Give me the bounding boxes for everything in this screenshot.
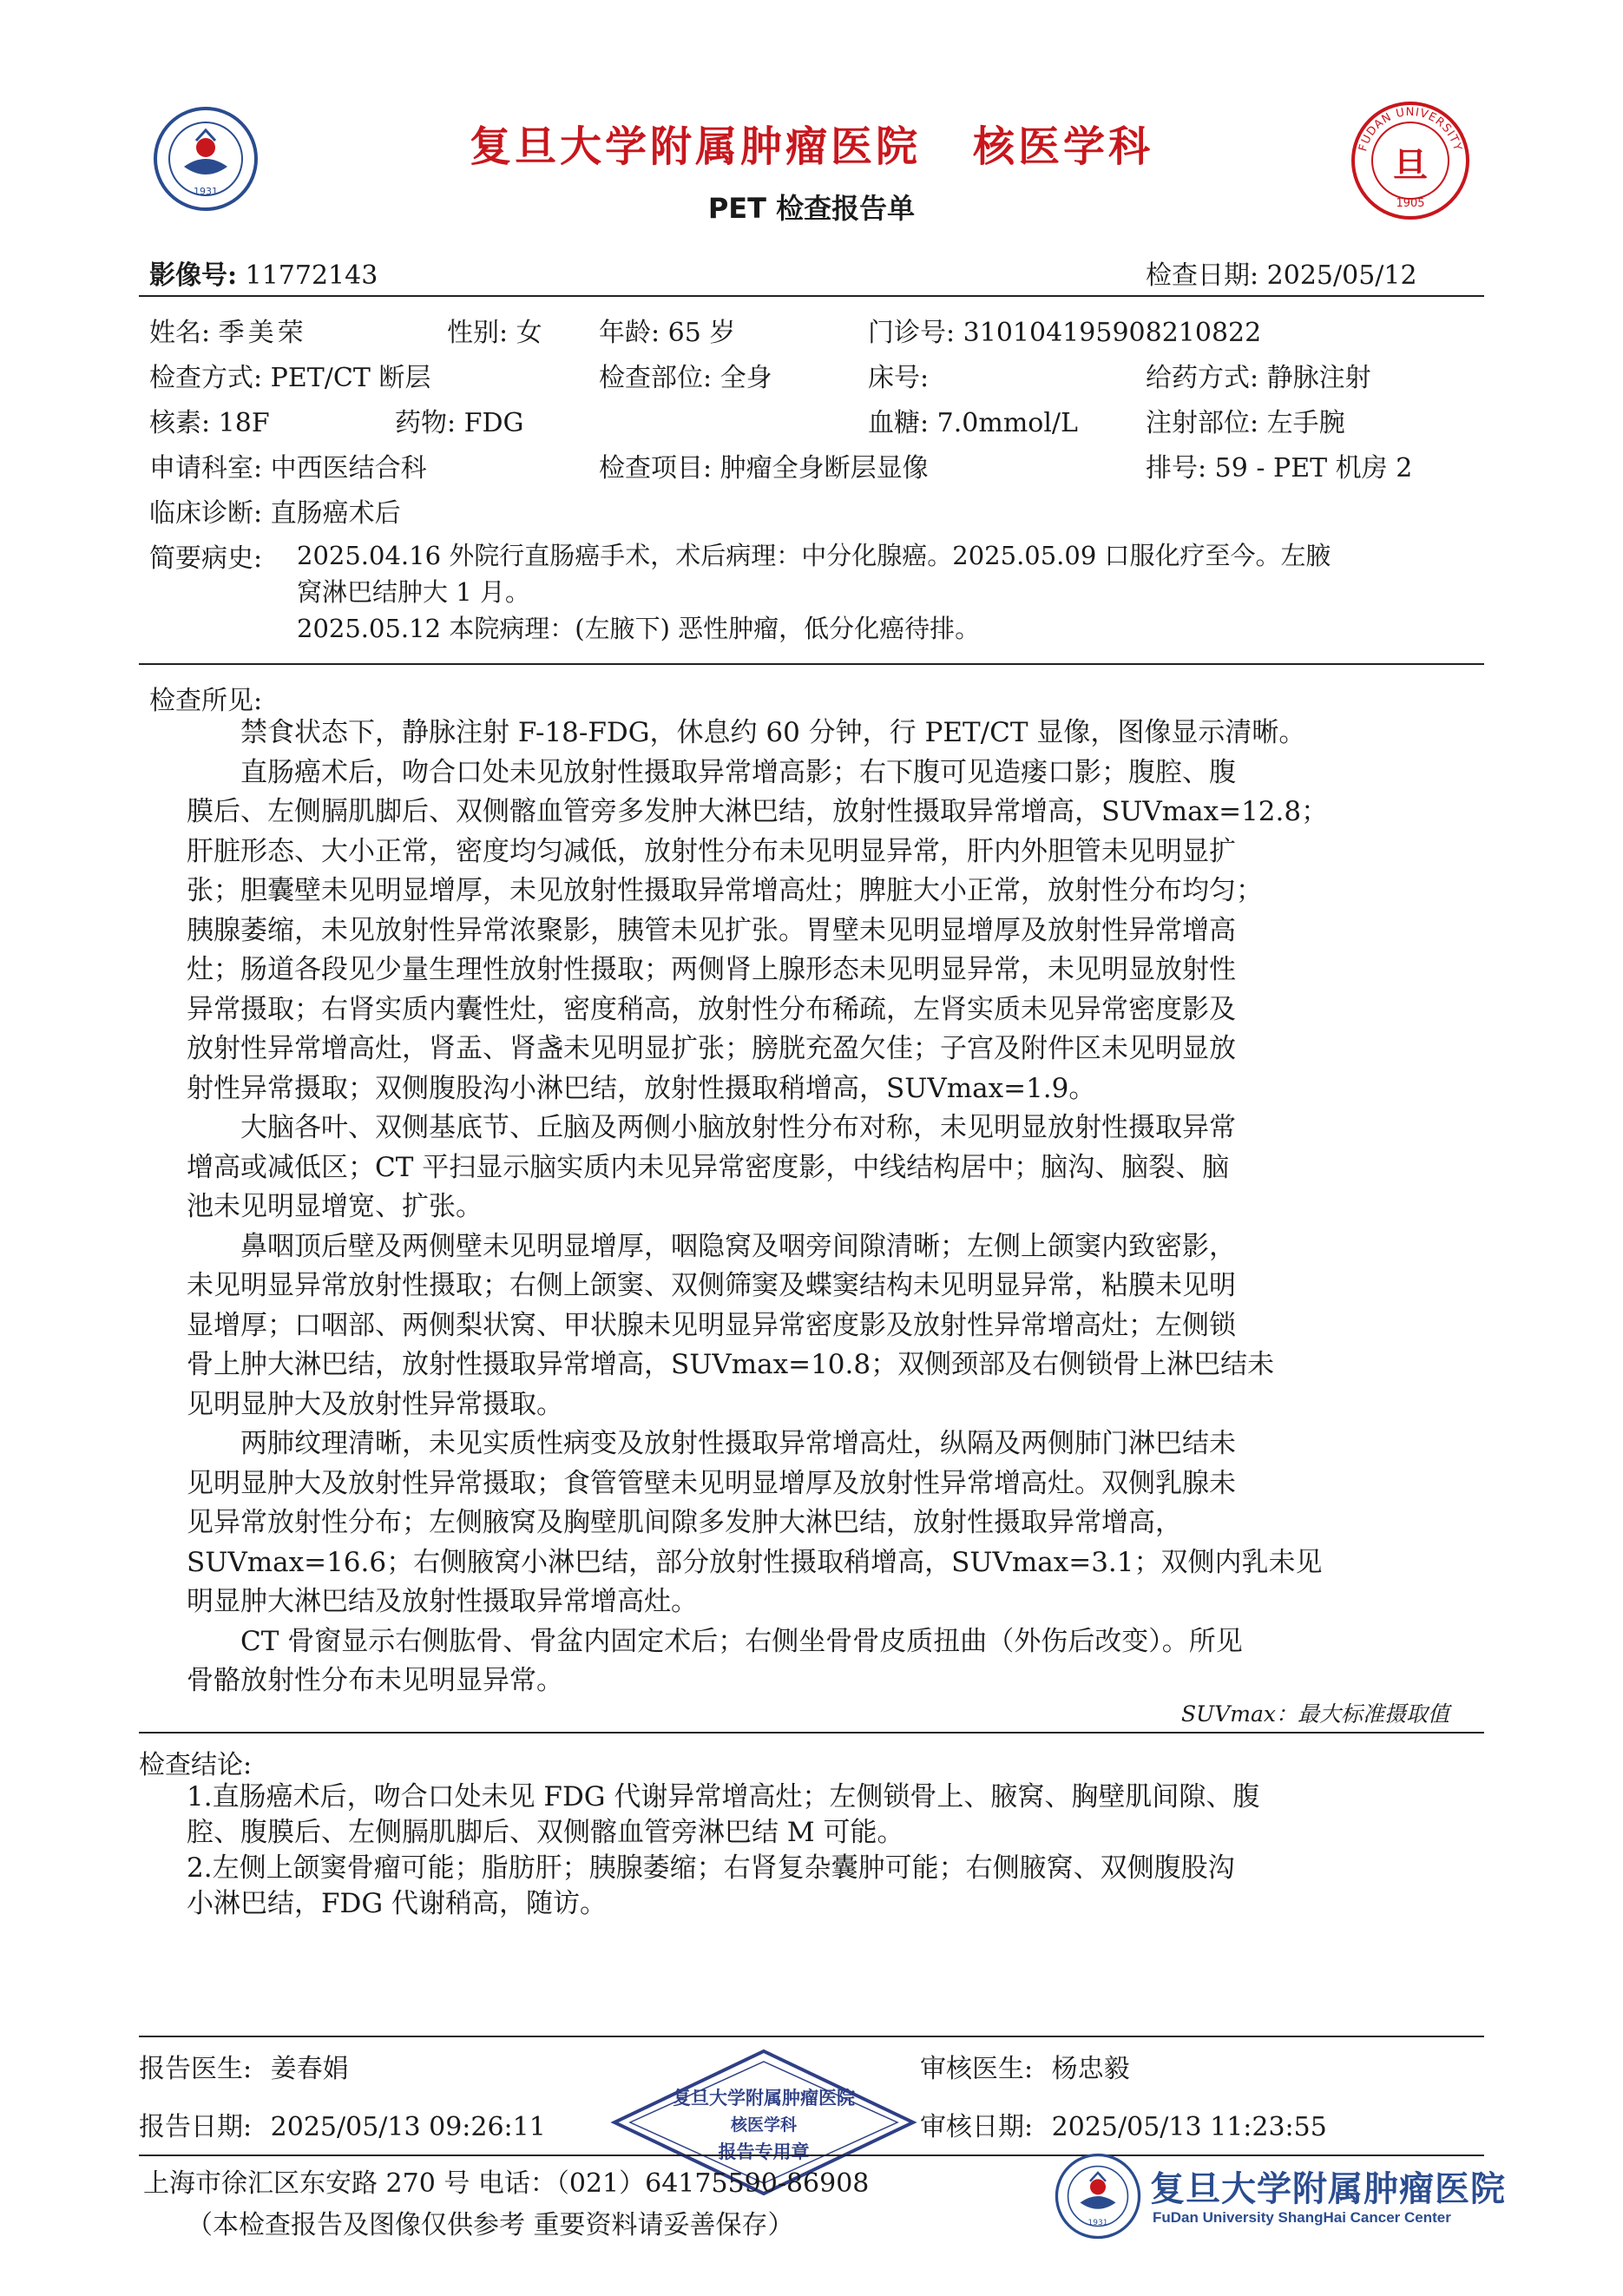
findings-line: 异常摄取；右肾实质内囊性灶，密度稍高，放射性分布稀疏，左肾实质未见异常密度影及 [187,993,1236,1025]
clinical-diagnosis-label: 临床诊断: [149,498,263,529]
findings-line: 两肺纹理清晰，未见实质性病变及放射性摄取异常增高灶，纵隔及两侧肺门淋巴结未 [240,1428,1236,1459]
bed-number-label: 床号: [868,363,930,393]
reporting-doctor-value: 姜春娟 [270,2054,349,2084]
findings-line: 射性异常摄取；双侧腹股沟小淋巴结，放射性摄取稍增高，SUVmax=1.9。 [187,1072,1096,1104]
image-number-value: 11772143 [245,260,378,291]
findings-line: SUVmax=16.6；右侧腋窝小淋巴结，部分放射性摄取稍增高，SUVmax=3.1；双侧内乳未见 [187,1546,1323,1578]
patient-sex-label: 性别: [447,318,509,348]
findings-line: CT 骨窗显示右侧肱骨、骨盆内固定术后；右侧坐骨骨皮质扭曲（外伤后改变）。所见 [240,1625,1243,1657]
findings-line: 直肠癌术后，吻合口处未见放射性摄取异常增高影；右下腹可见造瘘口影；腹腔、腹 [240,756,1236,788]
footer-hospital-logo [1055,2153,1141,2240]
brief-history-line-3: 2025.05.12 本院病理：(左腋下) 恶性肿瘤，低分化癌待排。 [297,614,981,643]
blood-glucose [868,401,1078,439]
conclusion-divider [139,2036,1484,2037]
clinic-number-value: 310104195908210822 [963,318,1262,348]
bed-number [868,356,929,394]
exam-date-value: 2025/05/12 [1266,260,1417,291]
clinical-diagnosis [149,491,401,530]
queue-number [1146,446,1412,484]
nuclide-value: 18F [218,408,270,438]
injection-site [1146,401,1345,439]
nuclide-label: 核素: [149,408,211,438]
suv-footnote: SUVmax：最大标准摄取值 [1181,1701,1449,1727]
patient-name [149,311,307,349]
stamp-line-2: 核医学科 [730,2115,797,2135]
findings-line: 肝脏形态、大小正常，密度均匀减低，放射性分布未见明显异常，肝内外胆管未见明显扩 [187,835,1236,867]
report-date-label: 报告日期: [139,2112,253,2142]
drug-label: 药物: [395,408,457,438]
department-name: 核医学科 [973,122,1154,171]
request-department-label: 申请科室: [149,453,263,484]
brief-history-line-1: 2025.04.16 外院行直肠癌手术，术后病理：中分化腺癌。2025.05.09 口服化疗至今。左腋 [297,541,1331,570]
request-department-value: 中西医结合科 [270,453,427,484]
exam-item-value: 肿瘤全身断层显像 [720,453,929,484]
findings-line: 骨上肿大淋巴结，放射性摄取异常增高，SUVmax=10.8；双侧颈部及右侧锁骨上淋巴结未 [187,1349,1275,1380]
seal-center-char: 旦 [1393,145,1428,186]
nuclide [149,401,270,439]
reporting-doctor-label: 报告医生: [139,2054,253,2084]
patient-age [599,311,735,349]
stamp-line-1: 复旦大学附属肿瘤医院 [673,2088,855,2109]
review-date-value: 2025/05/13 11:23:55 [1051,2112,1327,2142]
patient-name-value: 季美荣 [218,318,307,348]
image-number-label: 影像号: [149,260,238,291]
findings-line: 骨骼放射性分布未见明显异常。 [187,1665,563,1696]
drug-value: FDG [463,408,524,438]
footer-address: 上海市徐汇区东安路 270 号 电话：（021）64175590-86908 [143,2168,870,2199]
findings-line: 池未见明显增宽、扩张。 [187,1191,483,1222]
report-date-value: 2025/05/13 09:26:11 [270,2112,546,2142]
findings-line: 灶；肠道各段见少量生理性放射性摄取；两侧肾上腺形态未见明显异常，未见明显放射性 [187,954,1236,985]
left-logo-year: 1931 [194,186,218,197]
exam-method-label: 检查方式: [149,363,263,393]
exam-method [149,356,430,394]
hospital-name: 复旦大学附属肿瘤医院 [469,122,921,171]
exam-item-label: 检查项目: [599,453,713,484]
reviewing-doctor-value: 杨忠毅 [1051,2054,1130,2084]
request-department [149,446,427,484]
exam-site [599,356,772,394]
findings-line: 禁食状态下，静脉注射 F-18-FDG，休息约 60 分钟，行 PET/CT 显像，图像显示清晰。 [240,717,1306,748]
drug [395,401,524,439]
report-date [139,2105,546,2143]
findings-line: 未见明显异常放射性摄取；右侧上颌窦、双侧筛窦及蝶窦结构未见明显异常，粘膜未见明 [187,1270,1236,1301]
exam-date [1146,253,1417,292]
conclusion-line: 1.直肠癌术后，吻合口处未见 FDG 代谢异常增高灶；左侧锁骨上、腋窝、胸壁肌间隙、腹 [187,1781,1260,1812]
patient-age-label: 年龄: [599,318,660,348]
conclusion-line: 小淋巴结，FDG 代谢稍高，随访。 [187,1888,607,1919]
conclusion-title: 检查结论: [139,1750,253,1780]
conclusion-body [187,1780,1462,1922]
footer-logo-year: 1931 [1087,2219,1108,2227]
findings-body [187,714,1462,1701]
findings-title: 检查所见: [149,686,263,716]
findings-line: 放射性异常增高灶，肾盂、肾盏未见明显扩张；膀胱充盈欠佳；子宫及附件区未见明显放 [187,1033,1236,1064]
right-logo-text: FUDAN UNIVERSITY [1357,105,1464,154]
stamp-line-3: 报告专用章 [718,2141,810,2162]
brief-history-line-2: 窝淋巴结肿大 1 月。 [297,577,530,607]
findings-line: 见明显肿大及放射性异常摄取；食管管壁未见明显增厚及放射性异常增高灶。双侧乳腺未 [187,1467,1236,1499]
patient-name-label: 姓名: [149,318,211,348]
findings-line: 见异常放射性分布；左侧腋窝及胸壁肌间隙多发肿大淋巴结，放射性摄取异常增高， [187,1507,1182,1538]
conclusion-line: 腔、腹膜后、左侧膈肌脚后、双侧髂血管旁淋巴结 M 可能。 [187,1817,904,1848]
exam-site-label: 检查部位: [599,363,713,393]
brief-history-label: 简要病史: [149,543,263,574]
findings-line: 显增厚；口咽部、两侧梨状窝、甲状腺未见明显异常密度影及放射性异常增高灶；左侧锁 [187,1309,1236,1341]
exam-site-value: 全身 [720,363,772,393]
findings-line: 大脑各叶、双侧基底节、丘脑及两侧小脑放射性分布对称，未见明显放射性摄取异常 [240,1112,1236,1143]
image-number [149,253,378,292]
clinical-diagnosis-value: 直肠癌术后 [270,498,401,529]
injection-site-value: 左手腕 [1266,408,1345,438]
exam-method-value: PET/CT 断层 [270,363,431,393]
findings-divider [139,1732,1484,1734]
report-title: PET 检查报告单 [707,192,916,225]
conclusion-line: 2.左侧上颌窦骨瘤可能；脂肪肝；胰腺萎缩；右肾复杂囊肿可能；右侧腋窝、双侧腹股沟 [187,1852,1235,1884]
review-date-label: 审核日期: [920,2112,1034,2142]
drug-route-label: 给药方式: [1146,363,1259,393]
blood-glucose-value: 7.0mmol/L [936,408,1078,438]
drug-route [1146,356,1371,394]
clinic-number [868,311,1261,349]
footer-hospital-english: FuDan University ShangHai Cancer Center [1153,2209,1451,2226]
blood-glucose-label: 血糖: [868,408,930,438]
exam-date-label: 检查日期: [1146,260,1259,291]
footer-note: （本检查报告及图像仅供参考 重要资料请妥善保存） [187,2210,794,2240]
footer-hospital-name: 复旦大学附属肿瘤医院 [1150,2169,1506,2209]
findings-line: 鼻咽顶后壁及两侧壁未见明显增厚，咽隐窝及咽旁间隙清晰；左侧上颌窦内致密影， [240,1230,1236,1262]
findings-line: 胰腺萎缩，未见放射性异常浓聚影，胰管未见扩张。胃壁未见明显增厚及放射性异常增高 [187,914,1236,946]
queue-number-label: 排号: [1146,453,1207,484]
patient-sex [447,311,542,349]
clinic-number-label: 门诊号: [868,318,956,348]
findings-line: 增高或减低区；CT 平扫显示脑实质内未见异常密度影，中线结构居中；脑沟、脑裂、脑 [187,1151,1230,1183]
patient-sex-value: 女 [516,318,542,348]
findings-line: 张；胆囊壁未见明显增厚，未见放射性摄取异常增高灶；脾脏大小正常，放射性分布均匀； [187,875,1263,906]
injection-site-label: 注射部位: [1146,408,1259,438]
review-date [920,2105,1327,2143]
queue-number-value: 59 - PET 机房 2 [1214,453,1413,484]
right-logo-year: 1905 [1396,197,1425,210]
findings-line: 明显肿大淋巴结及放射性摄取异常增高灶。 [187,1586,698,1617]
patient-age-value: 65 岁 [667,318,736,348]
findings-line: 膜后、左侧膈肌脚后、双侧髂血管旁多发肿大淋巴结，放射性摄取异常增高，SUVmax=12.8； [187,796,1329,827]
reporting-doctor [139,2047,349,2085]
reviewing-doctor [920,2047,1130,2085]
exam-item [599,446,929,484]
drug-route-value: 静脉注射 [1266,363,1371,393]
findings-line: 见明显肿大及放射性异常摄取。 [187,1388,563,1420]
patient-info-divider [139,663,1484,665]
signature-divider [139,2155,1484,2156]
header-divider [139,295,1484,297]
university-seal-right [1350,100,1471,221]
reviewing-doctor-label: 审核医生: [920,2054,1034,2084]
